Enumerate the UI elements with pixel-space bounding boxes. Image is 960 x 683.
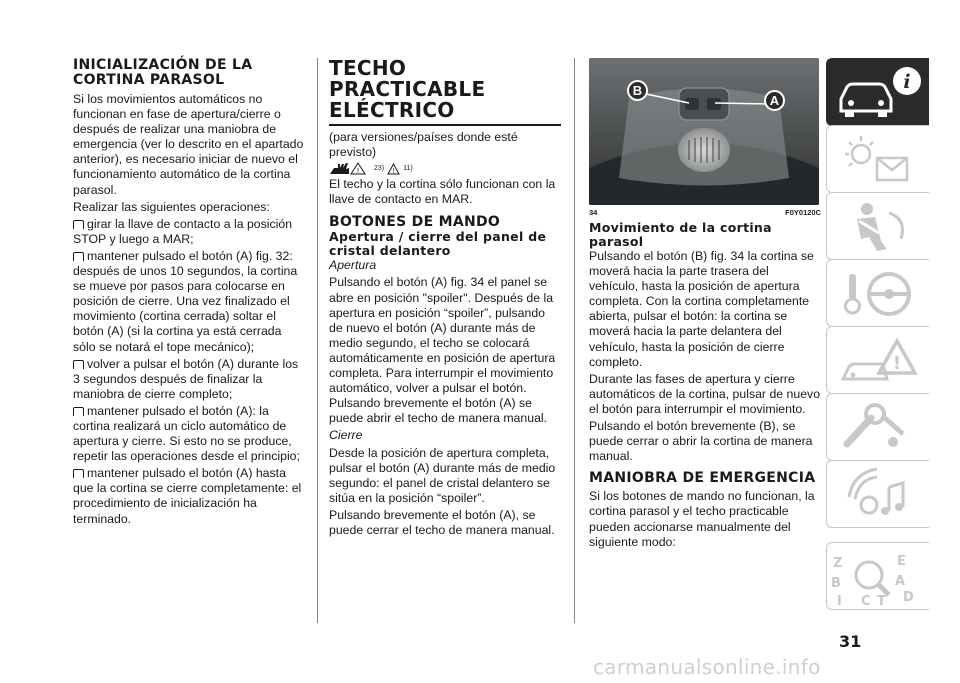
paragraph-intro: Si los movimientos automáticos no funcionan en fase de apertura/cierre o después de realizar una maniobra de emergencia (ver lo descrito en el apartado anterior), es necesario iniciar de nuevo el funcionamiento automático de la cortina parasol. <box>73 92 304 197</box>
hand-warning-icon <box>329 162 371 175</box>
svg-text:!: ! <box>392 166 396 175</box>
reference-23: 23) <box>374 165 385 173</box>
index-letter: I <box>837 594 842 609</box>
list-item: mantener pulsado el botón (A): la cortina realizará un ciclo automático de apertura y cierre. Si esto no se produce, repetir las operaciones desde el principio; <box>73 403 300 464</box>
roof-control-panel-image <box>589 58 819 205</box>
paragraph-versions: (para versiones/países donde esté previsto) <box>329 130 518 160</box>
section-title-inicializacion: INICIALIZACIÓN DE LA CORTINA PARASOL <box>73 57 253 88</box>
list-item: girar la llave de contacto a la posición STOP y luego a MAR; <box>73 216 293 246</box>
title-underline <box>329 124 561 126</box>
section-title-botones: BOTONES DE MANDO <box>329 214 501 231</box>
tab-start-drive[interactable] <box>826 259 929 327</box>
paragraph-cierre-manual: Pulsando brevemente el botón (A), se puede cerrar el techo de manera manual. <box>329 507 555 537</box>
column-divider-1 <box>317 58 318 623</box>
warning-references <box>329 162 561 175</box>
paragraph-3: Pulsando el botón brevemente (B), se puede cerrar o abrir la cortina de manera manual. <box>589 419 813 464</box>
car-info-icon <box>827 59 930 127</box>
svg-text:!: ! <box>892 353 902 374</box>
paragraph-4: Si los botones de mando no funcionan, la cortina parasol y el techo practicable pueden accionarse manualmente del siguiente modo: <box>589 489 815 549</box>
tab-service[interactable] <box>826 393 929 461</box>
figure-number: 34 <box>589 208 598 217</box>
service-icon <box>827 394 930 462</box>
index-letter: T <box>877 594 886 609</box>
reference-11: 11) <box>403 165 413 173</box>
svg-text:!: ! <box>356 167 360 176</box>
heading-movimiento: Movimiento de la cortina parasol <box>589 220 772 249</box>
column-divider-2 <box>574 58 575 623</box>
bullet-icon <box>73 360 84 369</box>
callout-b: B <box>627 80 648 101</box>
caution-icon <box>387 163 400 175</box>
figure-code: F0Y0120C <box>785 208 821 217</box>
bullet-icon <box>73 469 84 478</box>
index-letter: D <box>903 590 914 605</box>
subsection-title: Apertura / cierre del panel de cristal delantero <box>329 229 547 259</box>
index-letter: A <box>895 574 906 589</box>
paragraph-1: Pulsando el botón (B) fig. 34 la cortina se moverá hacia la parte trasera del vehículo, hasta la posición de apertura completa. Con la cortina completamente abierta, pulsar el botón: la cortina se moverá hacia la parte delantera del vehículo, hasta la posición de cierre completo. <box>589 249 814 369</box>
paragraph-2: Durante las fases de apertura y cierre automáticos de la cortina, pulsar de nuevo el botón para interrumpir el movimiento. <box>589 371 821 416</box>
lights-icon <box>827 126 930 194</box>
tab-lights[interactable] <box>826 125 929 193</box>
list-item: volver a pulsar el botón (A) durante los 3 segundos después de finalizar la maniobra de cierre completo; <box>73 356 299 401</box>
paragraph-lead: Realizar las siguientes operaciones: <box>73 199 270 214</box>
bullet-icon <box>73 220 84 229</box>
index-icon <box>827 543 930 611</box>
column-3 <box>589 58 821 552</box>
index-letter: C <box>861 594 871 609</box>
section-title-maniobra: MANIOBRA DE EMERGENCIA <box>589 470 816 487</box>
index-letter: B <box>831 576 841 591</box>
warning-icon <box>827 327 930 395</box>
bullet-icon <box>73 407 84 416</box>
tab-index[interactable] <box>826 542 929 610</box>
figure-roof-controls <box>589 58 819 205</box>
watermark: carmanualsonline.info <box>593 655 821 679</box>
section-title-techo: TECHO PRACTICABLE ELÉCTRICO <box>329 56 486 122</box>
paragraph-apertura: Pulsando el botón (A) fig. 34 el panel se abre en posición "spoiler". Después de la apertura en posición “spoiler”, pulsando de nuevo el botón (A) durante más de medio segundo, el techo se colocará automáticamente en posición de apertura completa. Para interrumpir el movimiento automático, volver a pulsar el botón. Pulsando brevemente el botón (A) se puede abrir el techo de manera manual. <box>329 275 556 426</box>
list-item: mantener pulsado el botón (A) fig. 32: después de unos 10 segundos, la cortina se mueve por pasos para colocarse en posición de cierre. Una vez finalizado el movimiento (cortina cerrada) soltar el botón (A) (si la cortina ya está cerrada sólo se notará el tope mecánico); <box>73 248 298 354</box>
paragraph-intro: El techo y la cortina sólo funcionan con la llave de contacto en MAR. <box>329 177 556 207</box>
callout-a: A <box>764 90 785 111</box>
label-cierre: Cierre <box>329 428 363 443</box>
safety-icon <box>827 193 930 261</box>
label-apertura: Apertura <box>329 258 377 273</box>
tab-multimedia[interactable] <box>826 460 929 528</box>
bullet-icon <box>73 252 84 261</box>
tab-car-info[interactable] <box>826 58 929 126</box>
column-2 <box>329 58 561 540</box>
list-item: mantener pulsado el botón (A) hasta que la cortina se cierre completamente: el procedimiento de inicialización ha terminado. <box>73 466 302 526</box>
figure-caption <box>589 208 821 217</box>
index-letter: Z <box>833 556 843 571</box>
page-number: 31 <box>839 632 862 651</box>
index-letter: E <box>897 554 906 569</box>
paragraph-cierre: Desde la posición de apertura completa, pulsar el botón (A) durante más de medio segundo: el panel de cristal delantero se sitúa en la posición “spoiler”. <box>329 445 556 505</box>
column-1 <box>73 58 305 529</box>
tab-safety[interactable] <box>826 192 929 260</box>
tab-warning[interactable] <box>826 326 929 394</box>
multimedia-icon <box>827 461 930 529</box>
svg-text:i: i <box>903 71 911 93</box>
start-drive-icon <box>827 260 930 328</box>
